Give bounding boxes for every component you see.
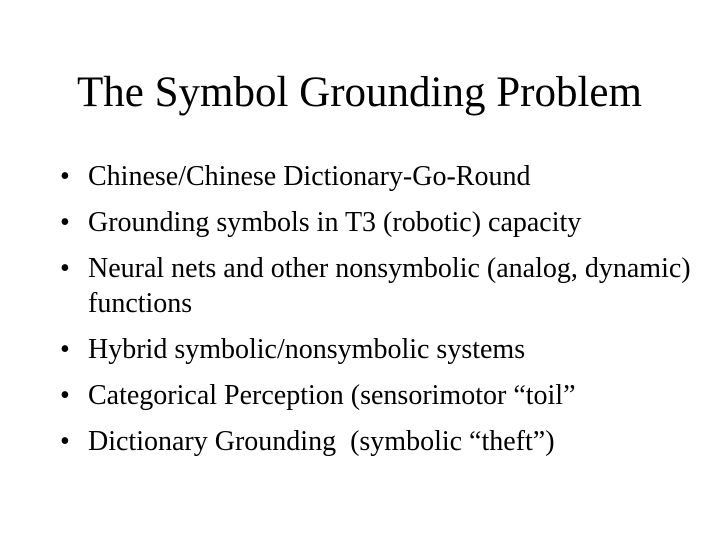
bullet-text: Neural nets and other nonsymbolic (analog, dynamic) functions bbox=[88, 253, 698, 319]
bullet-icon: • bbox=[60, 253, 70, 284]
bullet-icon: • bbox=[60, 161, 70, 192]
bullet-item bbox=[60, 378, 700, 413]
bullet-item bbox=[60, 332, 700, 367]
bullet-text: Grounding symbols in T3 (robotic) capacity bbox=[88, 207, 582, 238]
bullet-icon: • bbox=[60, 334, 70, 365]
bullet-item bbox=[60, 159, 700, 194]
bullet-text: Dictionary Grounding (symbolic “theft”) bbox=[88, 426, 555, 457]
bullet-item bbox=[60, 205, 700, 240]
bullet-text: Chinese/Chinese Dictionary-Go-Round bbox=[88, 161, 531, 192]
bullet-text: Hybrid symbolic/nonsymbolic systems bbox=[88, 334, 526, 365]
bullet-item bbox=[60, 251, 700, 321]
bullet-icon: • bbox=[60, 380, 70, 411]
bullet-icon: • bbox=[60, 207, 70, 238]
bullet-text: Categorical Perception (sensorimotor “toil” bbox=[88, 380, 576, 411]
bullet-item bbox=[60, 424, 700, 459]
slide-title: The Symbol Grounding Problem bbox=[77, 69, 642, 116]
bullet-list bbox=[60, 159, 700, 470]
bullet-icon: • bbox=[60, 426, 70, 457]
